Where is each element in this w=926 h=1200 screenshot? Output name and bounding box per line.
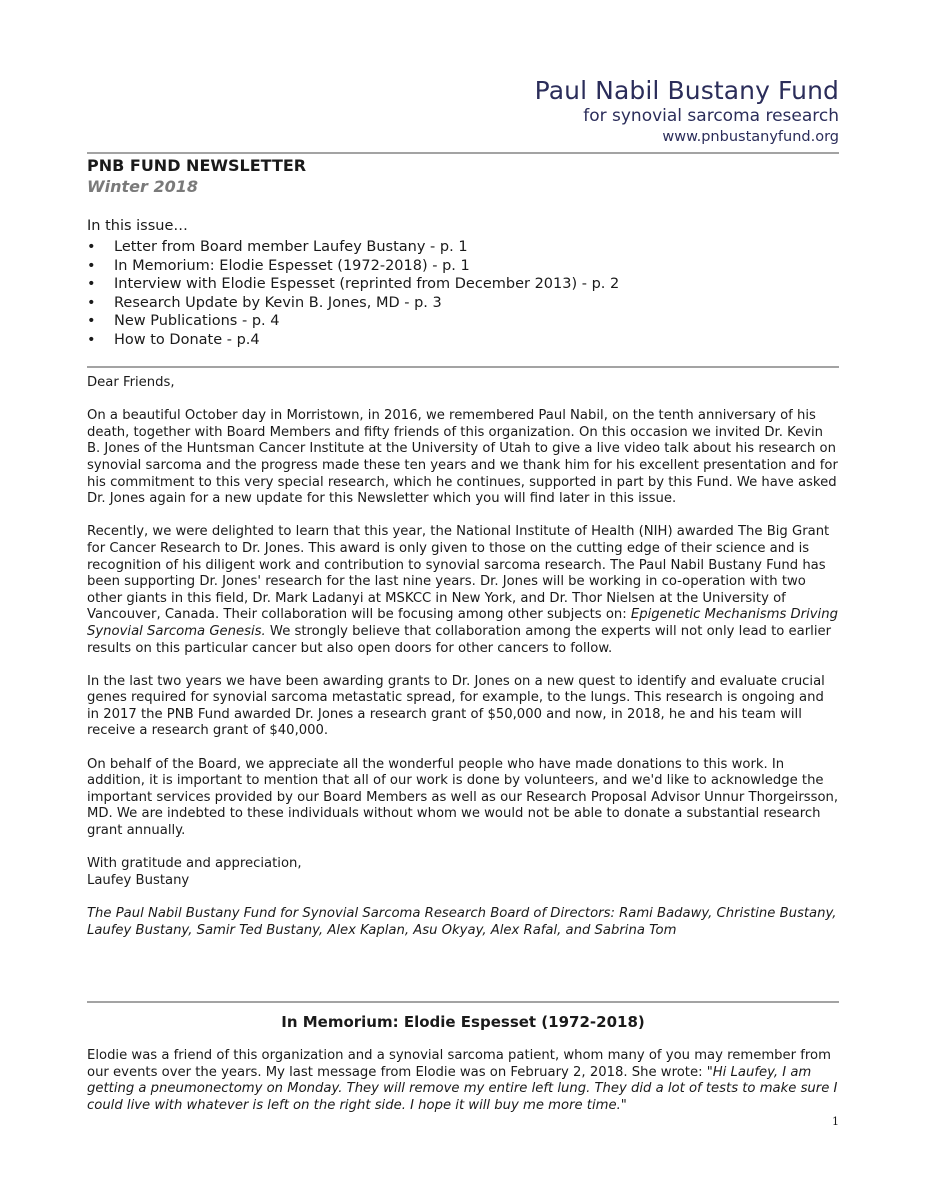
memoriam-quote: "Hi Laufey, I am getting a pneumonectomy on Monday. They will remove my entire left lung. They did a lot of tests to make sure I could live with whatever is left on the right side. I hope it will buy me more time.": [87, 1064, 838, 1113]
bullet: •: [87, 294, 96, 311]
toc-item: • Letter from Board member Laufey Bustany - p. 1: [87, 239, 468, 255]
letter-signature: Laufey Bustany: [87, 872, 190, 888]
toc-item: • Interview with Elodie Espesset (reprinted from December 2013) - p. 2: [87, 276, 620, 293]
bullet: •: [87, 239, 96, 255]
header-divider: [87, 152, 839, 154]
memoriam-title: In Memorium: Elodie Espesset (1972-2018): [281, 1013, 645, 1031]
toc-item: • In Memorium: Elodie Espesset (1972-2018) - p. 1: [87, 257, 470, 274]
toc-item: • New Publications - p. 4: [87, 313, 280, 330]
memoriam-paragraph: Elodie was a friend of this organization and a synovial sarcoma patient, whom many of you may remember from our events over the years. My last message from Elodie was on February 2, 2018. She wrote: "Hi Laufey, I am getting a pneumonectomy on Monday. They will remove my entire left lung. They did a lot of tests to make sure I could live with whatever is left on the right side. I hope it will buy me more time.": [87, 1048, 838, 1113]
letter-paragraph: On behalf of the Board, we appreciate all the wonderful people who have made donations to this work. In addition, it is important to mention that all of our work is done by volunteers, and we'd like to acknowledge the important services provided by our Board Members as well as our Research Proposal Advisor Unnur Thorgeirsson, MD. We are indebted to these individuals without whom we would not be able to donate a substantial research grant annually.: [87, 756, 839, 839]
bullet: •: [87, 331, 96, 348]
letter-body: [87, 375, 839, 939]
toc-divider: [87, 366, 839, 368]
letter-paragraph: Recently, we were delighted to learn that this year, the National Institute of Health (NIH) awarded The Big Grant for Cancer Research to Dr. Jones. This award is only given to those on the cutting edge of their science and is recognition of his diligent work and contribution to synovial sarcoma research. The Paul Nabil Bustany Fund has been supporting Dr. Jones' research for the last nine years. Dr. Jones will be working in co-operation with two other giants in this field, Dr. Mark Ladanyi at MSKCC in New York, and Dr. Thor Nielsen at the University of Vancouver, Canada. Their collaboration will be focusing among other subjects on: Epigenetic Mechanisms Driving Synovial Sarcoma Genesis. We strongly believe that collaboration among the experts will not only lead to earlier results on this particular cancer but also open doors for other cancers to follow.: [87, 524, 838, 656]
letter-closing: With gratitude and appreciation,: [87, 856, 302, 872]
newsletter-season: Winter 2018: [87, 177, 199, 196]
letter-paragraph: On a beautiful October day in Morristown, in 2016, we remembered Paul Nabil, on the tenth anniversary of his death, together with Board Members and fifty friends of this organization. On this occasion we invited Dr. Kevin B. Jones of the Huntsman Cancer Institute at the University of Utah to give a live video talk about his research on synovial sarcoma and the progress made these ten years and we thank him for his excellent presentation and for his commitment to this very special research, which he continues, supported in part by this Fund. We have asked Dr. Jones again for a new update for this Newsletter which you will find later in this issue.: [87, 408, 838, 507]
fund-subtitle: for synovial sarcoma research: [583, 106, 839, 126]
toc-list: [87, 238, 619, 350]
bullet: •: [87, 276, 96, 293]
bullet: •: [87, 257, 96, 274]
toc-item: • Research Update by Kevin B. Jones, MD - p. 3: [87, 294, 442, 311]
bullet: •: [87, 313, 96, 330]
letter-paragraph: In the last two years we have been awarding grants to Dr. Jones on a new quest to identify and evaluate crucial genes required for synovial sarcoma metastatic spread, for example, to the lungs. This research is ongoing and in 2017 the PNB Fund awarded Dr. Jones a research grant of $50,000 and now, in 2018, he and his team will receive a research grant of $40,000.: [87, 673, 825, 739]
toc-heading: In this issue…: [87, 218, 188, 234]
memoriam-body: [87, 1048, 839, 1114]
masthead: [535, 76, 839, 148]
board-of-directors: The Paul Nabil Bustany Fund for Synovial Sarcoma Research Board of Directors: Rami Badawy, Christine Bustany, Laufey Bustany, Samir Ted Bustany, Alex Kaplan, Asu Okyay, Alex Rafal, and Sabrina Tom: [87, 906, 837, 938]
letter-salutation: Dear Friends,: [87, 375, 175, 390]
newsletter-title: PNB FUND NEWSLETTER: [87, 156, 307, 175]
toc-item: • How to Donate - p.4: [87, 331, 260, 348]
fund-website: www.pnbustanyfund.org: [662, 129, 839, 145]
project-title: Epigenetic Mechanisms Driving Synovial Sarcoma Genesis.: [87, 607, 838, 639]
fund-name: Paul Nabil Bustany Fund: [534, 76, 839, 105]
section-divider: [87, 1001, 839, 1003]
page-number: 1: [832, 1115, 839, 1128]
